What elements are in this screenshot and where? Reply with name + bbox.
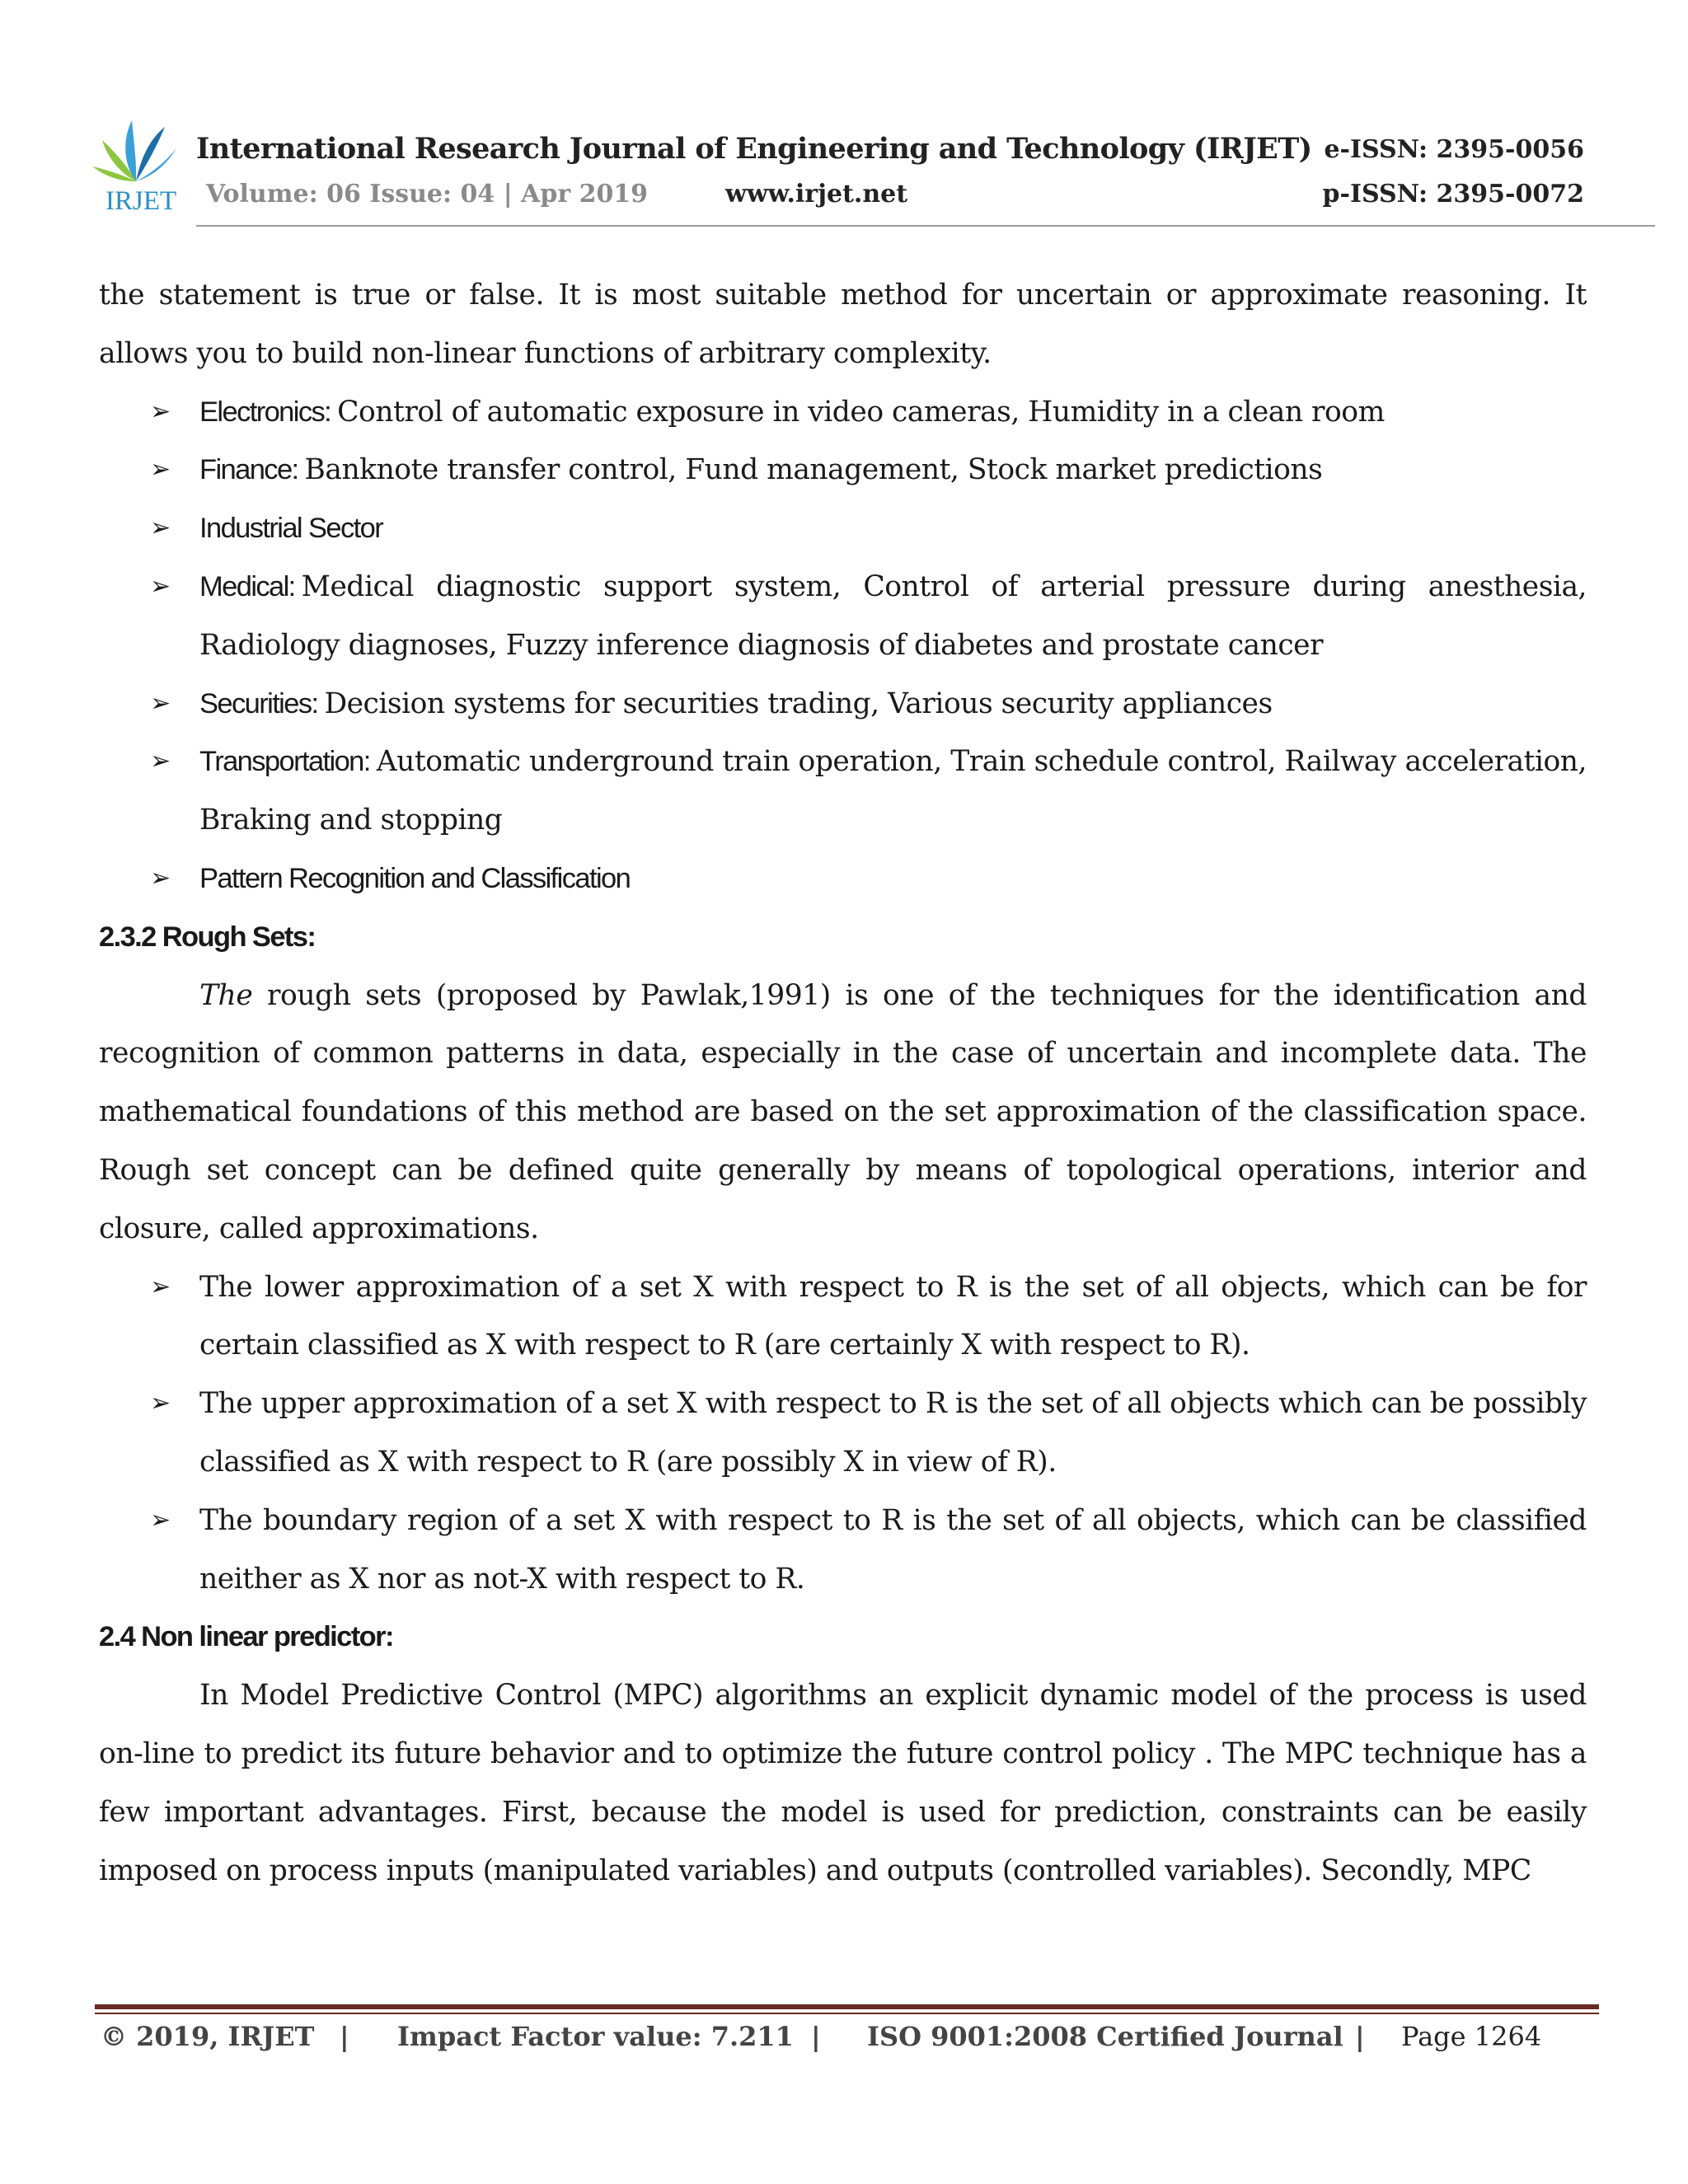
paragraph-text: rough sets (proposed by Pawlak,1991) is one of the techniques for the identification and recognition of common patterns in data, especially in the case of uncertain and incomplete data. The mathematical foundations of this method are based on the set approximation of the classification space. Rough set concept can be defined quite generally by means of topological operations, interior and closure, called approximations. — [99, 978, 1587, 1245]
footer-divider-thin — [95, 2013, 1599, 2014]
arrow-bullet-icon: ➢ — [150, 1389, 171, 1418]
item-label: Finance: — [199, 454, 298, 486]
journal-website-link[interactable]: www.irjet.net — [725, 180, 908, 209]
list-item — [99, 499, 1587, 558]
intro-paragraph: the statement is true or false. It is most suitable method for uncertain or approximate reasoning. It allows you to build non-linear functions of arbitrary complexity. — [99, 279, 1587, 370]
journal-title: International Research Journal of Engineering and Technology (IRJET) — [196, 132, 1312, 166]
item-text: The upper approximation of a set X with respect to R is the set of all objects which can be possibly classified as X with respect to R (are possibly X in view of R). — [199, 1387, 1587, 1479]
list-item — [99, 441, 1587, 499]
item-text: The boundary region of a set X with respect to R is the set of all objects, which can be classified neither as X nor as not-X with respect to R. — [199, 1503, 1587, 1596]
list-item — [99, 1258, 1587, 1376]
article-body — [99, 266, 1587, 1900]
list-item — [99, 850, 1587, 908]
arrow-bullet-icon: ➢ — [150, 863, 171, 893]
arrow-bullet-icon: ➢ — [150, 396, 171, 426]
item-text: Automatic underground train operation, Train schedule control, Railway acceleration, Braking and stopping — [199, 745, 1587, 837]
arrow-bullet-icon: ➢ — [150, 747, 171, 776]
page-number: Page 1264 — [1401, 2021, 1542, 2052]
list-item — [99, 383, 1587, 442]
e-issn: e-ISSN: 2395-0056 — [1324, 135, 1584, 164]
arrow-bullet-icon: ➢ — [150, 1272, 171, 1301]
footer-separator: | — [811, 2021, 821, 2052]
nonlinear-predictor-paragraph: In Model Predictive Control (MPC) algorithms an explicit dynamic model of the process is used on-line to predict its future behavior and to optimize the future control policy . The MPC technique has a few important advantages. First, because the model is used for prediction, constraints can be easily imposed on process inputs (manipulated variables) and outputs (controlled variables). Secondly, MPC — [99, 1679, 1587, 1887]
item-text: Control of automatic exposure in video cameras, Humidity in a clean room — [337, 395, 1385, 429]
volume-issue: Volume: 06 Issue: 04 | Apr 2019 — [206, 180, 649, 209]
footer-separator: | — [340, 2021, 349, 2052]
item-text: Banknote transfer control, Fund management, Stock market predictions — [304, 453, 1323, 487]
item-label: Medical: — [199, 570, 295, 602]
arrow-bullet-icon: ➢ — [150, 455, 171, 485]
item-label: Electronics: — [199, 396, 331, 428]
item-label: Pattern Recognition and Classification — [199, 862, 631, 894]
item-label: Transportation: — [199, 746, 370, 778]
rough-sets-paragraph — [99, 967, 1587, 1258]
item-text: Medical diagnostic support system, Control of arterial pressure during anesthesia, Radiology diagnoses, Fuzzy inference diagnosis of diabetes and prostate cancer — [199, 569, 1587, 662]
list-item — [99, 1492, 1587, 1609]
arrow-bullet-icon: ➢ — [150, 1505, 171, 1535]
impact-factor: Impact Factor value: 7.211 — [397, 2021, 794, 2052]
item-label: Securities: — [199, 687, 318, 719]
list-item — [99, 558, 1587, 675]
header-divider — [196, 225, 1655, 227]
arrow-bullet-icon: ➢ — [150, 571, 171, 601]
list-item — [99, 733, 1587, 850]
item-text: The lower approximation of a set X with respect to R is the set of all objects, which can be for certain classified as X with respect to R (are certainly X with respect to R). — [199, 1270, 1587, 1362]
p-issn: p-ISSN: 2395-0072 — [1322, 180, 1584, 209]
italic-lead-word: The — [199, 978, 253, 1012]
arrow-bullet-icon: ➢ — [150, 513, 171, 543]
page-header — [91, 115, 1591, 231]
copyright: © 2019, IRJET — [101, 2021, 315, 2052]
section-heading-nonlinear-predictor: 2.4 Non linear predictor: — [99, 1621, 393, 1653]
list-item — [99, 1375, 1587, 1492]
footer-separator: | — [1355, 2021, 1365, 2052]
rough-sets-list — [99, 1258, 1587, 1609]
page-footer — [0, 2021, 1688, 2062]
arrow-bullet-icon: ➢ — [150, 688, 171, 718]
section-heading-rough-sets: 2.3.2 Rough Sets: — [99, 921, 316, 953]
applications-list — [99, 383, 1587, 908]
iso-certification: ISO 9001:2008 Certified Journal — [867, 2021, 1343, 2052]
list-item — [99, 675, 1587, 733]
item-label: Industrial Sector — [199, 513, 383, 545]
logo-text: IRJET — [106, 186, 177, 216]
item-text: Decision systems for securities trading, Various security appliances — [324, 687, 1273, 720]
footer-divider-thick — [95, 2004, 1599, 2009]
